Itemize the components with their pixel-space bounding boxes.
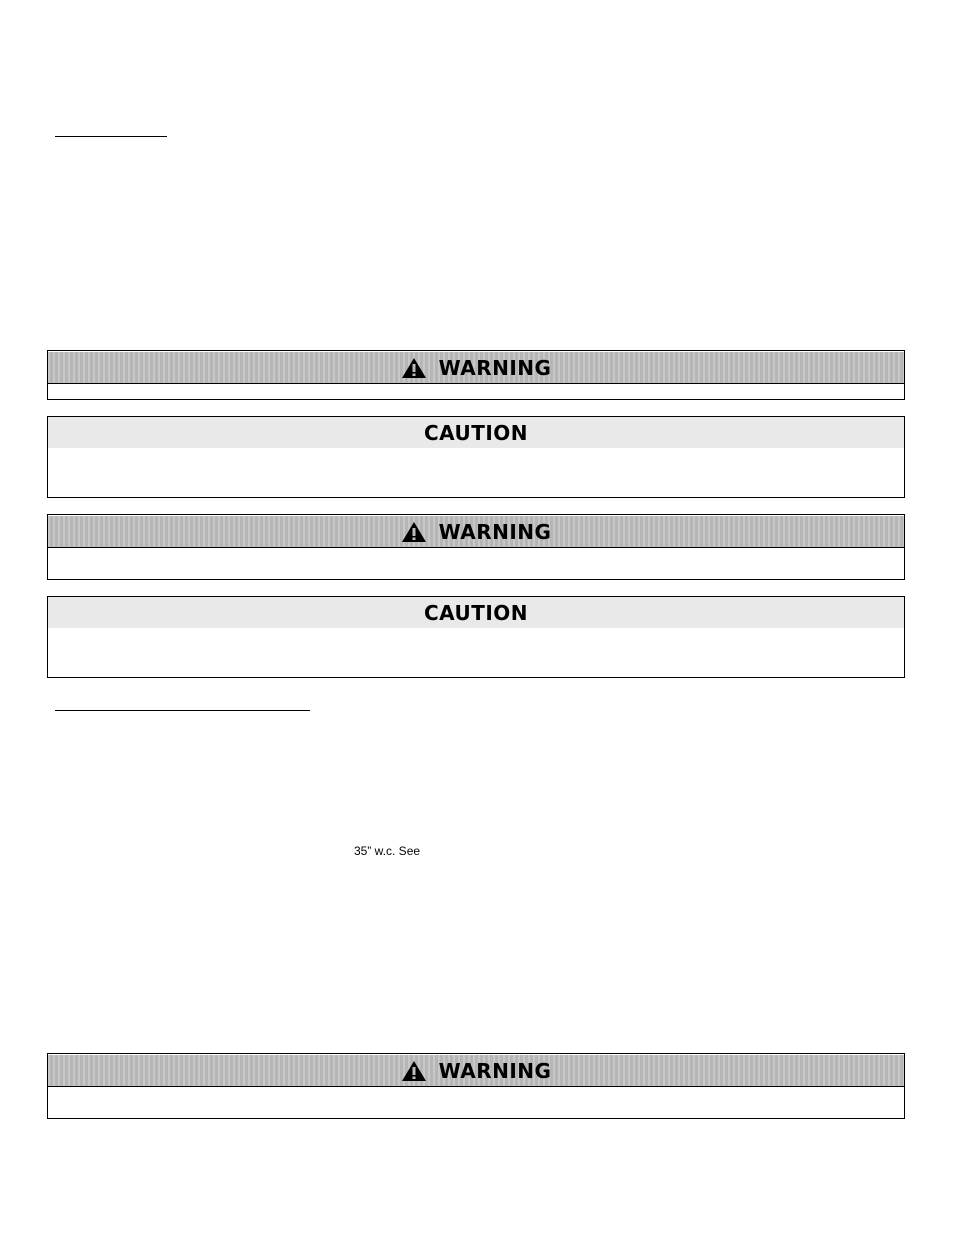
warning-box-2	[47, 514, 905, 580]
warning-label: WARNING	[438, 355, 552, 380]
warning-triangle-icon	[401, 1060, 427, 1082]
caution-header	[48, 597, 904, 628]
warning-box-1	[47, 350, 905, 400]
section-heading-underline-2	[55, 710, 310, 711]
caution-box-2	[47, 596, 905, 678]
warning-header	[48, 352, 904, 384]
caution-label: CAUTION	[423, 420, 529, 445]
caution-box-1	[47, 416, 905, 498]
warning-triangle-icon	[401, 521, 427, 543]
warning-header	[48, 1055, 904, 1087]
caution-header	[48, 417, 904, 448]
warning-label: WARNING	[438, 1058, 552, 1083]
caution-label: CAUTION	[423, 600, 529, 625]
warning-triangle-icon	[401, 357, 427, 379]
warning-label: WARNING	[438, 519, 552, 544]
warning-box-3	[47, 1053, 905, 1119]
section-heading-underline-1	[55, 136, 167, 137]
warning-header	[48, 516, 904, 548]
pressure-reference-text: 35” w.c. See	[354, 844, 421, 858]
